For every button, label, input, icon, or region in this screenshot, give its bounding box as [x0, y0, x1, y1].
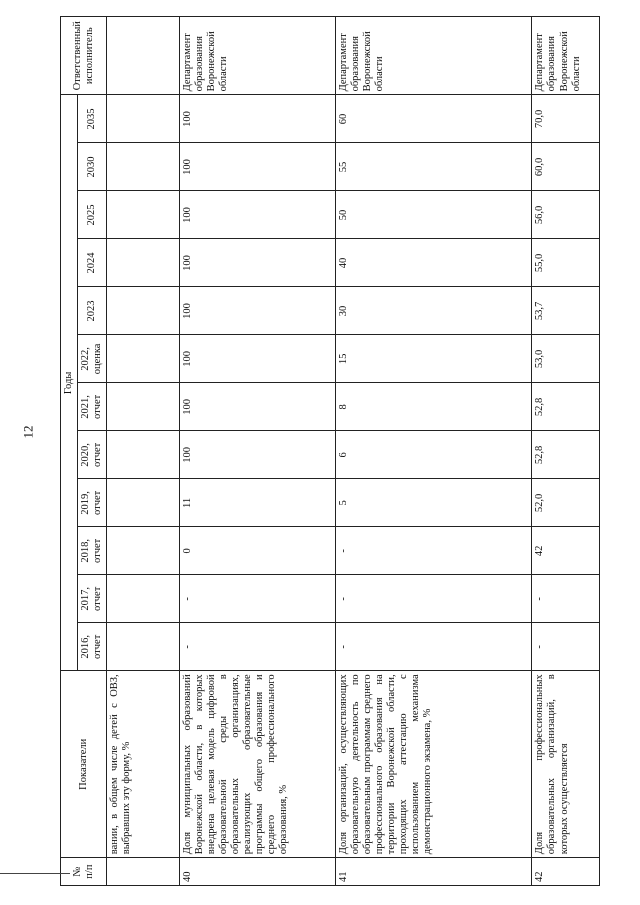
rotated-page-wrapper [60, 16, 600, 886]
row-value: 40 [335, 239, 532, 287]
row-value [107, 575, 179, 623]
header-year: 2035 [78, 95, 107, 143]
header-year: 2017, отчет [78, 575, 107, 623]
row-value [107, 431, 179, 479]
row-num [107, 858, 179, 886]
header-year: 2021, отчет [78, 383, 107, 431]
row-num: 41 [335, 858, 532, 886]
rotated-table-container [60, 16, 600, 886]
header-responsible: Ответственный исполнитель [61, 17, 107, 95]
row-value [107, 623, 179, 671]
row-num: 40 [179, 858, 335, 886]
header-year: 2023 [78, 287, 107, 335]
row-value: 70,0 [532, 95, 600, 143]
row-value: - [532, 623, 600, 671]
row-value: 100 [179, 191, 335, 239]
table-row-continuation [107, 17, 179, 886]
row-value: 55,0 [532, 239, 600, 287]
row-value: 42 [532, 527, 600, 575]
row-value: 100 [179, 143, 335, 191]
row-value: 100 [179, 287, 335, 335]
row-value: 56,0 [532, 191, 600, 239]
header-year: 2018, отчет [78, 527, 107, 575]
table-row [532, 17, 600, 886]
row-value: - [335, 575, 532, 623]
row-value: 60,0 [532, 143, 600, 191]
row-value: 100 [179, 95, 335, 143]
header-years: Годы [61, 95, 78, 671]
row-value [107, 335, 179, 383]
row-value: 100 [179, 335, 335, 383]
row-value [107, 479, 179, 527]
page-number: 12 [20, 425, 36, 439]
row-responsible [107, 17, 179, 95]
table-row [335, 17, 532, 886]
row-value: 52,8 [532, 383, 600, 431]
row-num: 42 [532, 858, 600, 886]
row-value [107, 191, 179, 239]
row-indicator: Доля муниципальных образований Воронежской области, в которых внедрена целевая модель цифровой образовательной среды в образовательных организациях, реализующих образовательные программы общего образования и среднего профессионального образования, % [179, 671, 335, 858]
row-value: 11 [179, 479, 335, 527]
header-year: 2019, отчет [78, 479, 107, 527]
header-indicators: Показатели [61, 671, 107, 858]
row-value: 55 [335, 143, 532, 191]
header-year: 2030 [78, 143, 107, 191]
row-value: 8 [335, 383, 532, 431]
row-value: 100 [179, 383, 335, 431]
row-value: 53,7 [532, 287, 600, 335]
row-value [107, 143, 179, 191]
row-value: 100 [179, 239, 335, 287]
row-value: 53,0 [532, 335, 600, 383]
row-value [107, 527, 179, 575]
header-year: 2025 [78, 191, 107, 239]
row-value: - [179, 623, 335, 671]
header-year: 2024 [78, 239, 107, 287]
row-responsible: Департамент образования Воронежской области [335, 17, 532, 95]
row-value: 5 [335, 479, 532, 527]
row-value: 15 [335, 335, 532, 383]
row-responsible: Департамент образования Воронежской области [532, 17, 600, 95]
margin-line [0, 873, 70, 874]
row-value: - [335, 527, 532, 575]
row-value [107, 287, 179, 335]
row-value: 30 [335, 287, 532, 335]
row-value: 100 [179, 431, 335, 479]
header-year: 2020, отчет [78, 431, 107, 479]
header-row-top [61, 17, 78, 886]
header-num: № п/п [61, 858, 107, 886]
table-row [179, 17, 335, 886]
row-value: 6 [335, 431, 532, 479]
header-year: 2022, оценка [78, 335, 107, 383]
row-value: - [179, 575, 335, 623]
row-value: 52,8 [532, 431, 600, 479]
row-value [107, 239, 179, 287]
row-value: 60 [335, 95, 532, 143]
indicators-table [60, 16, 600, 886]
row-indicator: вании, в общем числе детей с ОВЗ, выбравших эту форму, % [107, 671, 179, 858]
row-indicator: Доля профессиональных образовательных организаций, в которых осуществляется [532, 671, 600, 858]
row-value: - [532, 575, 600, 623]
row-responsible: Департамент образования Воронежской области [179, 17, 335, 95]
row-value: 52,0 [532, 479, 600, 527]
row-value [107, 95, 179, 143]
header-year: 2016, отчет [78, 623, 107, 671]
row-value [107, 383, 179, 431]
row-indicator: Доля организаций, осуществляющих образовательную деятельность по образовательным программам среднего профессионального образования на территории Воронежской области, проходящих аттестацию с использованием механизма демонстрационного экзамена, % [335, 671, 532, 858]
row-value: - [335, 623, 532, 671]
row-value: 0 [179, 527, 335, 575]
row-value: 50 [335, 191, 532, 239]
